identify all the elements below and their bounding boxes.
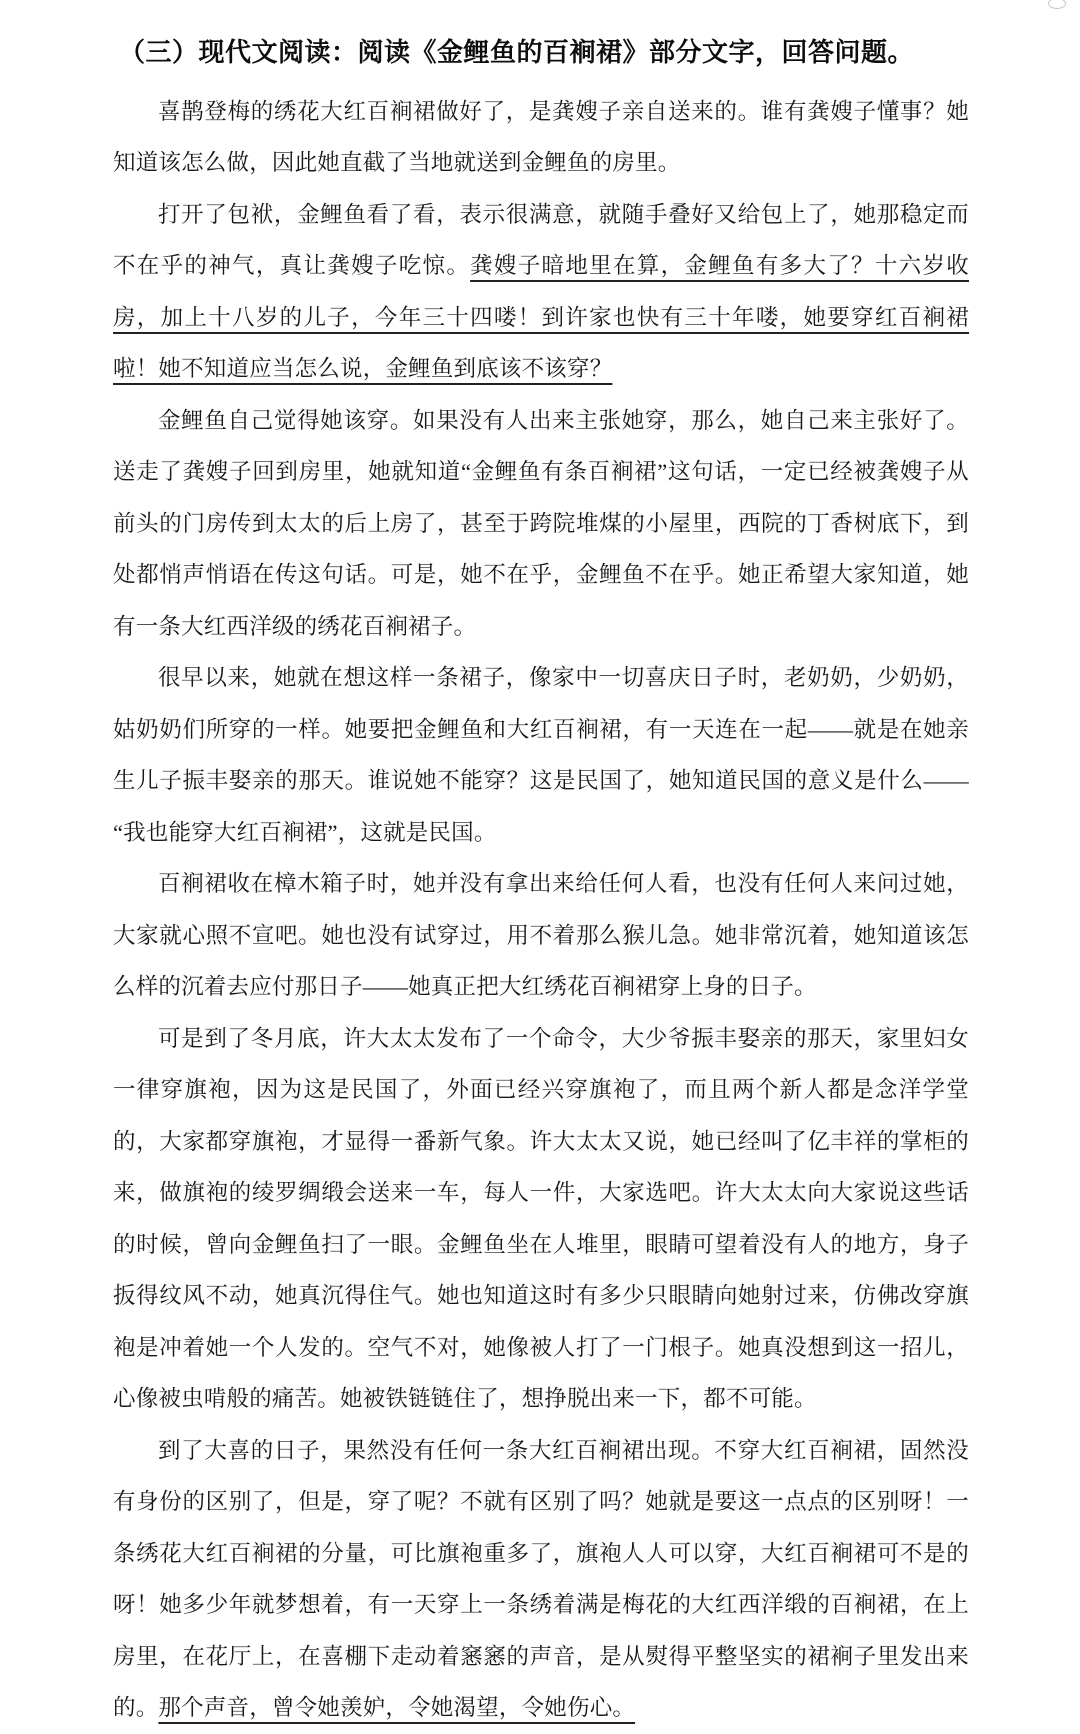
underlined-sentence: 龚嫂子暗地里在算，金鲤鱼有多大了？十六岁收房，加上十八岁的儿子，今年三十四喽！到许家也快有三十年喽，她要穿红百裥裙啦！她不知道应当怎么说，金鲤鱼到底该不该穿？ xyxy=(113,253,969,382)
text-segment: 打开了包袱，金鲤鱼看了看，表示很满意，就随手叠好又给包上了，她那稳定而不在乎的神气，真让龚嫂子吃惊。 xyxy=(113,201,969,279)
paragraph xyxy=(113,189,969,395)
text-segment: 喜鹊登梅的绣花大红百裥裙做好了，是龚嫂子亲自送来的。谁有龚嫂子懂事？她知道该怎么做，因此她直截了当地就送到金鲤鱼的房里。 xyxy=(113,98,969,176)
passage-title: （三）现代文阅读：阅读《金鲤鱼的百裥裙》部分文字，回答问题。 xyxy=(119,38,915,67)
text-segment: 很早以来，她就在想这样一条裙子，像家中一切喜庆日子时，老奶奶，少奶奶，姑奶奶们所穿的一样。她要把金鲤鱼和大红百裥裙，有一天连在一起——就是在她亲生儿子振丰娶亲的那天。谁说她不能穿？这是民国了，她知道民国的意义是什么——“我也能穿大红百裥裙”，这就是民国。 xyxy=(113,665,969,845)
scan-artifact-icon xyxy=(1048,0,1066,9)
text-segment: 百裥裙收在樟木箱子时，她并没有拿出来给任何人看，也没有任何人来问过她，大家就心照不宣吧。她也没有试穿过，用不着那么猴儿急。她非常沉着，她知道该怎么样的沉着去应付那日子——她真正把大红绣花百裥裙穿上身的日子。 xyxy=(113,871,969,1000)
paragraph xyxy=(113,858,969,1013)
paragraph xyxy=(113,652,969,858)
paragraph xyxy=(113,1013,969,1425)
underlined-sentence: 那个声音，曾令她羡妒，令她渴望，令她伤心。 xyxy=(158,1695,636,1721)
text-segment: 金鲤鱼自己觉得她该穿。如果没有人出来主张她穿，那么，她自己来主张好了。送走了龚嫂子回到房里，她就知道“金鲤鱼有条百裥裙”这句话，一定已经被龚嫂子从前头的门房传到太太的后上房了，甚至于跨院堆煤的小屋里，西院的丁香树底下，到处都悄声悄语在传这句话。可是，她不在乎，金鲤鱼不在乎。她正希望大家知道，她有一条大红西洋级的绣花百裥裙子。 xyxy=(113,407,969,639)
document-body xyxy=(113,86,969,1734)
text-segment: 到了大喜的日子，果然没有任何一条大红百裥裙出现。不穿大红百裥裙，固然没有身份的区别了，但是，穿了呢？不就有区别了吗？她就是要这一点点的区别呀！一条绣花大红百裥裙的分量，可比旗袍重多了，旗袍人人可以穿，大红百裥裙可不是的呀！她多少年就梦想着，有一天穿上一条绣着满是梅花的大红西洋缎的百裥裙，在上房里，在花厅上，在喜棚下走动着窸窸的声音，是从熨得平整坚实的裙裥子里发出来的。 xyxy=(113,1437,969,1721)
paragraph xyxy=(113,1425,969,1734)
reading-passage xyxy=(113,36,969,1734)
paragraph xyxy=(113,86,969,189)
text-segment: 可是到了冬月底，许大太太发布了一个命令，大少爷振丰娶亲的那天，家里妇女一律穿旗袍，因为这是民国了，外面已经兴穿旗袍了，而且两个新人都是念洋学堂的，大家都穿旗袍，才显得一番新气象。许大太太又说，她已经叫了亿丰祥的掌柜的来，做旗袍的绫罗绸缎会送来一车，每人一件，大家选吧。许大太太向大家说这些话的时候，曾向金鲤鱼扫了一眼。金鲤鱼坐在人堆里，眼睛可望着没有人的地方，身子扳得纹风不动，她真沉得住气。她也知道这时有多少只眼睛向她射过来，仿佛改穿旗袍是冲着她一个人发的。空气不对，她像被人打了一门根子。她真没想到这一招儿，心像被虫啃般的痛苦。她被铁链链住了，想挣脱出来一下，都不可能。 xyxy=(113,1025,969,1412)
paragraph xyxy=(113,395,969,653)
